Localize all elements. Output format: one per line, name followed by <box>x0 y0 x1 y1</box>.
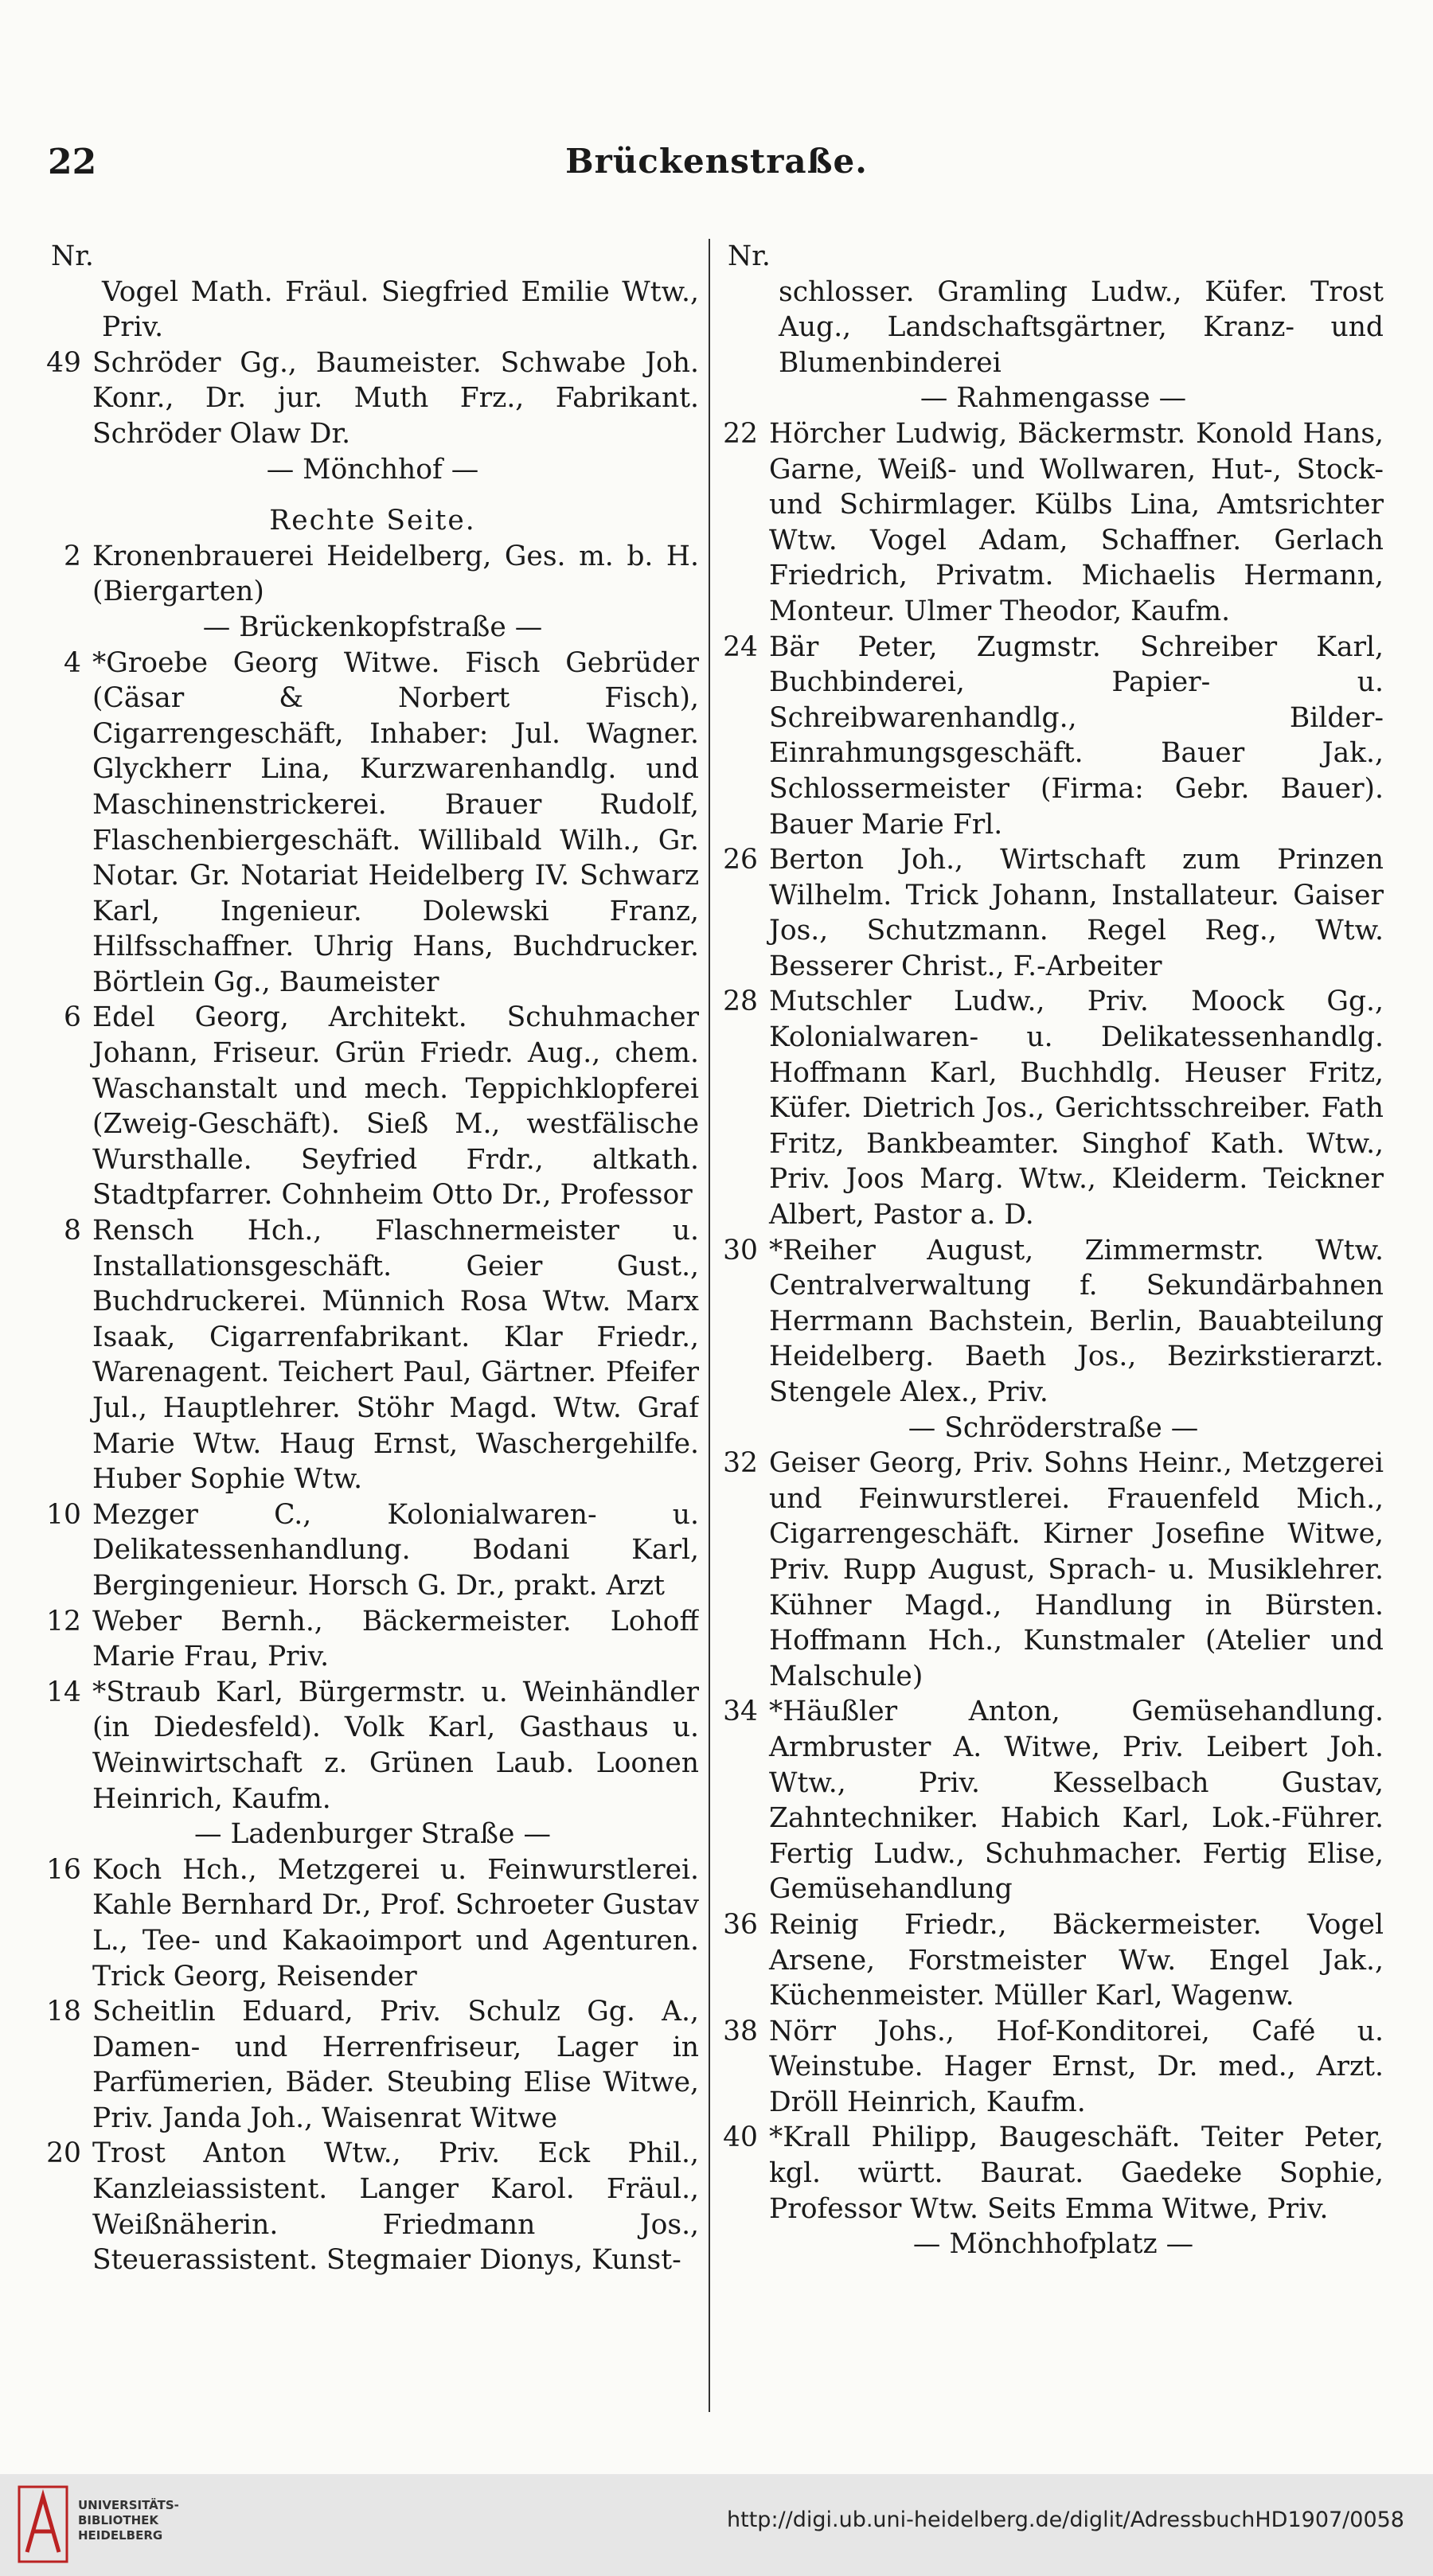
page-header <box>0 142 1433 197</box>
house-number: 16 <box>46 1853 81 1886</box>
resident-list: *Häußler Anton, Gemüsehandlung. Armbruster A. Witwe, Priv. Leibert Joh. Wtw., Priv. Kesselbach Gustav, Zahntechniker. Habich Karl, Lok.-Führer. Fertig Ludw., Schuhmacher. Fertig Elise, Gemüsehandlung <box>769 1696 1384 1906</box>
house-number: 10 <box>46 1498 81 1531</box>
address-entry <box>723 630 1384 843</box>
resident-list: Mutschler Ludw., Priv. Moock Gg., Kolonialwaren- u. Delikatessenhandlg. Hoffmann Karl, Buchhdlg. Heuser Fritz, Küfer. Dietrich Jos., Gerichtsschreiber. Fath Fritz, Bankbeamter. Singhof Kath. Wtw., Priv. Joos Marg. Wtw., Kleiderm. Teickner Albert, Pastor a. D. <box>769 986 1384 1231</box>
address-entry <box>46 1675 699 1817</box>
address-entry <box>723 2014 1384 2121</box>
resident-list: Schröder Gg., Baumeister. Schwabe Joh. Konr., Dr. jur. Muth Frz., Fabrikant. Schröder Olaw Dr. <box>92 346 699 450</box>
house-number: 6 <box>64 1001 81 1034</box>
address-entry <box>46 1852 699 1994</box>
resident-list: Berton Joh., Wirtschaft zum Prinzen Wilhelm. Trick Johann, Installateur. Gaiser Jos., Schutzmann. Regel Reg., Wtw. Besserer Christ., F.-Arbeiter <box>769 844 1384 982</box>
address-entry <box>46 1213 699 1497</box>
address-entry <box>46 1994 699 2136</box>
house-number: 49 <box>46 346 81 379</box>
left-nr-label: Nr. <box>51 240 94 272</box>
resident-list: Trost Anton Wtw., Priv. Eck Phil., Kanzleiassistent. Langer Karol. Fräul., Weißnäherin. Friedmann Jos., Steuerassistent. Stegmaier Dionys, Kunst- <box>92 2137 699 2277</box>
address-entry <box>46 646 699 1001</box>
house-number: 32 <box>723 1447 758 1480</box>
resident-list: Hörcher Ludwig, Bäckermstr. Konold Hans, Garne, Weiß- und Wollwaren, Hut-, Stock- und Schirmlager. Külbs Lina, Amtsrichter Wtw. Vogel Adam, Schaffner. Gerlach Friedrich, Privatm. Michaelis Hermann, Monteur. Ulmer Theodor, Kaufm. <box>769 417 1384 627</box>
house-number: 36 <box>723 1908 758 1941</box>
house-number: 26 <box>723 844 758 876</box>
house-number: 4 <box>64 646 81 679</box>
right-column <box>723 239 1384 2420</box>
right-nr-label: Nr. <box>728 240 771 272</box>
cross-street-heading: — Mönchhof — <box>266 453 479 486</box>
library-name <box>78 2498 179 2543</box>
house-number: 8 <box>64 1215 81 1247</box>
cross-street-heading: — Schröderstraße — <box>908 1411 1199 1444</box>
resident-list: Weber Bernh., Bäckermeister. Lohoff Marie Frau, Priv. <box>92 1605 699 1673</box>
university-library-logo-icon <box>18 2485 68 2563</box>
address-entry <box>46 345 699 452</box>
footer-bar <box>0 2474 1433 2576</box>
resident-list: Scheitlin Eduard, Priv. Schulz Gg. A., Damen- und Herrenfriseur, Lager in Parfümerien, Bäder. Steubing Elise Witwe, Priv. Janda Joh., Waisenrat Witwe <box>92 1996 699 2134</box>
cross-street-heading: — Rahmengasse — <box>920 382 1187 415</box>
resident-list: *Straub Karl, Bürgermstr. u. Weinhändler (in Diedesfeld). Volk Karl, Gasthaus u. Weinwirtschaft z. Grünen Laub. Loonen Heinrich, Kaufm. <box>92 1676 699 1815</box>
address-entry <box>723 1694 1384 1907</box>
resident-list: *Groebe Georg Witwe. Fisch Gebrüder (Cäsar & Norbert Fisch), Cigarrengeschäft, Inhaber: Jul. Wagner. Glyckherr Lina, Kurzwarenhandlg. und Maschinenstrickerei. Brauer Rudolf, Flaschenbiergeschäft. Willibald Wilh., Gr. Notar. Gr. Notariat Heidelberg IV. Schwarz Karl, Ingenieur. Dolewski Franz, Hilfsschaffner. Uhrig Hans, Buchdrucker. Börtlein Gg., Baumeister <box>92 646 699 998</box>
resident-list: Mezger C., Kolonialwaren- u. Delikatessenhandlung. Bodani Karl, Bergingenieur. Horsch G. Dr., prakt. Arzt <box>92 1498 699 1602</box>
address-entry <box>723 1446 1384 1694</box>
column-divider <box>709 239 710 2412</box>
house-number: 14 <box>46 1676 81 1708</box>
house-number: 38 <box>723 2015 758 2047</box>
cross-street-heading: — Brückenkopfstraße — <box>202 611 543 643</box>
house-number: 20 <box>46 2137 81 2170</box>
house-number: 40 <box>723 2121 758 2154</box>
library-name-line: HEIDELBERG <box>78 2528 163 2543</box>
continued-entry: Vogel Math. Fräul. Siegfried Emilie Wtw., Priv. <box>102 275 699 344</box>
page-number: 22 <box>48 142 97 182</box>
address-entry <box>46 1497 699 1604</box>
resident-list: Rensch Hch., Flaschnermeister u. Installationsgeschäft. Geier Gust., Buchdruckerei. Münnich Rosa Wtw. Marx Isaak, Cigarrenfabrikant. Klar Friedr., Warenagent. Teichert Paul, Gärtner. Pfeifer Jul., Hauptlehrer. Stöhr Magd. Wtw. Graf Marie Wtw. Haug Ernst, Waschergehilfe. Huber Sophie Wtw. <box>92 1215 699 1496</box>
house-number: 24 <box>723 630 758 663</box>
address-entry <box>46 539 699 610</box>
address-entry <box>723 416 1384 630</box>
resident-list: Koch Hch., Metzgerei u. Feinwurstlerei. Kahle Bernhard Dr., Prof. Schroeter Gustav L., Tee- und Kakaoimport und Agenturen. Trick Georg, Reisender <box>92 1853 699 1992</box>
library-name-line: BIBLIOTHEK <box>78 2513 158 2527</box>
side-heading: Rechte Seite. <box>269 505 476 537</box>
continued-entry: schlosser. Gramling Ludw., Küfer. Trost Aug., Landschaftsgärtner, Kranz- und Blumenbinderei <box>779 275 1384 379</box>
address-entry <box>723 984 1384 1232</box>
running-title: Brückenstraße. <box>565 142 868 181</box>
house-number: 30 <box>723 1234 758 1267</box>
house-number: 22 <box>723 417 758 450</box>
resident-list: Kronenbrauerei Heidelberg, Ges. m. b. H. (Biergarten) <box>92 540 699 608</box>
house-number: 18 <box>46 1996 81 2028</box>
resident-list: Reinig Friedr., Bäckermeister. Vogel Arsene, Forstmeister Ww. Engel Jak., Küchenmeister. Müller Karl, Wagenw. <box>769 1908 1384 2012</box>
address-entry <box>723 1907 1384 2014</box>
address-entry <box>46 1000 699 1213</box>
resident-list: Bär Peter, Zugmstr. Schreiber Karl, Buchbinderei, Papier- u. Schreibwarenhandlg., Bilder-Einrahmungsgeschäft. Bauer Jak., Schlossermeister (Firma: Gebr. Bauer). Bauer Marie Frl. <box>769 630 1384 841</box>
library-name-line: UNIVERSITÄTS- <box>78 2498 179 2512</box>
resident-list: Edel Georg, Architekt. Schuhmacher Johann, Friseur. Grün Friedr. Aug., chem. Waschanstalt und mech. Teppichklopferei (Zweig-Geschäft). Sieß M., westfälische Wursthalle. Seyfried Frdr., altkath. Stadtpfarrer. Cohnheim Otto Dr., Professor <box>92 1001 699 1212</box>
resident-list: Nörr Johs., Hof-Konditorei, Café u. Weinstube. Hager Ernst, Dr. med., Arzt. Dröll Heinrich, Kaufm. <box>769 2015 1384 2118</box>
left-column <box>46 239 699 2420</box>
cross-street-heading: — Ladenburger Straße — <box>194 1818 551 1851</box>
address-entry <box>46 2136 699 2277</box>
house-number: 34 <box>723 1696 758 1728</box>
source-url-link[interactable]: http://digi.ub.uni-heidelberg.de/diglit/AdressbuchHD1907/0058 <box>727 2508 1404 2532</box>
house-number: 28 <box>723 986 758 1018</box>
address-entry <box>46 1604 699 1675</box>
resident-list: Geiser Georg, Priv. Sohns Heinr., Metzgerei und Feinwurstlerei. Frauenfeld Mich., Cigarrengeschäft. Kirner Josefine Witwe, Priv. Rupp August, Sprach- u. Musiklehrer. Kühner Magd., Handlung in Bürsten. Hoffmann Hch., Kunstmaler (Atelier und Malschule) <box>769 1447 1384 1692</box>
address-entry <box>723 1233 1384 1411</box>
cross-street-heading: — Mönchhofplatz — <box>912 2228 1194 2261</box>
house-number: 12 <box>46 1605 81 1637</box>
resident-list: *Reiher August, Zimmermstr. Wtw. Centralverwaltung f. Sekundärbahnen Herrmann Bachstein, Berlin, Bauabteilung Heidelberg. Baeth Jos., Bezirkstierarzt. Stengele Alex., Priv. <box>769 1234 1384 1408</box>
house-number: 2 <box>64 540 81 572</box>
address-entry <box>723 2120 1384 2227</box>
resident-list: *Krall Philipp, Baugeschäft. Teiter Peter, kgl. württ. Baurat. Gaedeke Sophie, Professor Wtw. Seits Emma Witwe, Priv. <box>769 2121 1384 2225</box>
address-entry <box>723 842 1384 984</box>
